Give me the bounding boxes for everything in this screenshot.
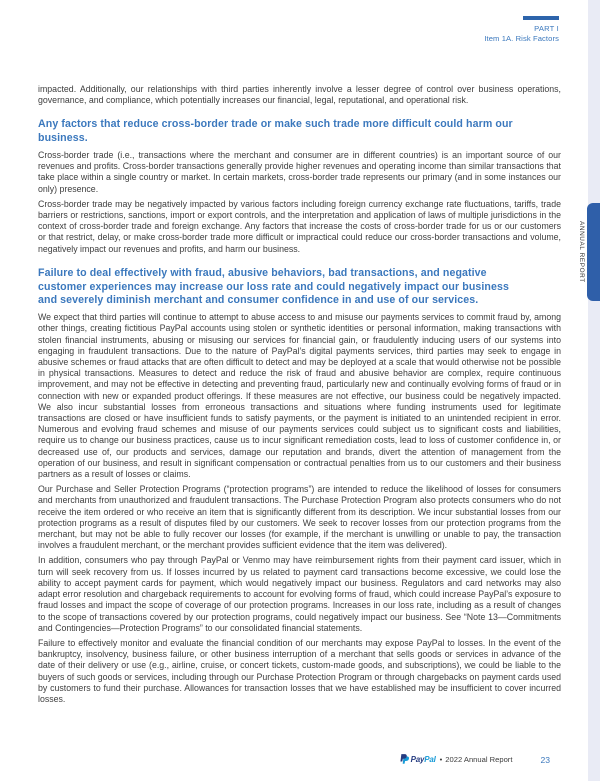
page-header [484,16,559,43]
paypal-logo [400,754,411,765]
paypal-logo-icon [400,754,409,765]
annual-report-tab-label: ANNUAL REPORT [578,221,585,283]
paragraph-intro: impacted. Additionally, our relationships with third parties inherently involve a lesser degree of control over business operations, governance, and compliance, which potentially increases our financial, legal, reputational, and operational risk. [38,84,561,106]
document-body [38,84,561,705]
risk-heading-fraud: Failure to deal effectively with fraud, abusive behaviors, bad transactions, and negative customer experiences may increase our loss rate and could negatively impact our business and severely diminish merchant and consumer confidence in and use of our services. [38,266,509,307]
paypal-wordmark [411,755,436,764]
header-part-label: PART I [534,24,559,33]
footer-report-title: 2022 Annual Report [445,755,513,764]
annual-report-tab[interactable] [587,203,600,301]
risk-heading-cross-border: Any factors that reduce cross-border trade or make such trade more difficult could harm our business. [38,118,513,145]
footer-bullet-separator: • [439,755,443,764]
header-accent-bar [523,16,559,20]
page-edge-strip [588,0,600,781]
header-item-label: Item 1A. Risk Factors [484,33,559,43]
paragraph-cross-border-1: Cross-border trade (i.e., transactions where the merchant and consumer are in different countries) is an important source of our revenues and profits. Cross-border transactions generally provide higher revenues and operating income than similar transactions that take place within a single country or market. In certain markets, cross-border trade represents our primary (and in some instances our only) presence. [38,150,561,194]
page-footer [400,754,550,765]
paragraph-merchant-monitoring: Failure to effectively monitor and evaluate the financial condition of our merchants may expose PayPal to losses. In the event of the bankruptcy, insolvency, business failure, or other business interruption of a merchant that sells goods or services in advance of the date of their delivery or use (e.g., airline, cruise, or concert tickets, custom-made goods, and subscriptions), we could be liable to the buyers of such goods or services, including through our Purchase Protection Program or through chargebacks on payment cards used by customers to fund their purchase. Allowances for transaction losses that we have established may be insufficient to cover incurred losses. [38,637,561,704]
page-number: 23 [540,754,550,765]
paypal-wordmark-pay: Pay [410,755,425,764]
paragraph-card-reimbursement: In addition, consumers who pay through PayPal or Venmo may have reimbursement rights from their payment card issuer, which in turn will seek recovery from us. If losses incurred by us related to payment card transactions become excessive, we could lose the ability to accept payment cards for payment, which would negatively impact our business. Regulators and card networks may also adapt error resolution and chargeback requirements to account for evolving forms of fraud, which could increase PayPal’s exposure to fraud losses and impact the scope of coverage of our protection programs. Increases in our loss rate, including as a result of changes to the scope of transactions covered by our protection programs, could negatively impact our business. See “Note 13—Commitments and Contingencies—Protection Programs” to our consolidated financial statements. [38,555,561,633]
paragraph-cross-border-2: Cross-border trade may be negatively impacted by various factors including foreign currency exchange rate fluctuations, tariffs, trade barriers or restrictions, sanctions, import or export controls, and the interpretation and application of laws of multiple jurisdictions in the context of cross-border trade and foreign exchange. Any factors that increase the costs of cross-border trade for us or our customers or that restrict, delay, or make cross-border trade more difficult or impractical could reduce our cross-border transactions and volume, negatively impact our revenues and profits, and harm our business. [38,198,561,254]
paypal-wordmark-pal: Pal [424,755,436,764]
paragraph-fraud-1: We expect that third parties will continue to attempt to abuse access to and misuse our payments services to commit fraud by, among other things, creating fictitious PayPal accounts using stolen or synthetic identities or personal information, making transactions with stolen financial instruments, abusing or misusing our services for financial gain, or fraudulently inducing users of our systems into engaging in fraudulent transactions. Due to the nature of PayPal’s digital payments services, third parties may seek to engage in abusive schemes or fraud attacks that are often difficult to detect and may be deployed at a scale that would otherwise not be possible in physical transactions. Measures to detect and reduce the risk of fraud and abusive behavior are complex, require continuous improvement, and may not be effective in detecting and preventing fraud, particularly new and continually evolving forms of fraud or in connection with new or expanded product offerings. If these measures are not effective, our business could be negatively impacted. We also incur substantial losses from erroneous transactions and situations where funding instruments used for legitimate transactions are closed or have insufficient funds to satisfy payments, or the payment is initiated to an unintended recipient in error. Numerous and evolving fraud schemes and misuse of our payments services could subject us to significant costs and liabilities, require us to change our business practices, cause us to incur significant remediation costs, lead to loss of customer confidence in, or decreased use of, our products and services, damage our reputation and brands, divert the attention of management from the operation of our business, and result in significant compensation or contractual penalties from us to our customers and their business partners as a result of losses or claims. [38,312,561,480]
paragraph-protection-programs: Our Purchase and Seller Protection Programs (“protection programs”) are intended to reduce the likelihood of losses for consumers and merchants from unauthorized and fraudulent transactions. The Purchase Protection Program also protects consumers who do not receive the item ordered or who receive an item that is significantly different from its description. We incur substantial losses from our protection programs as a result of disputes filed by our customers. We seek to recover losses from our protection programs from the merchant, but may not be able to fully recover our losses (for example, if the merchant is unwilling or unable to pay, the transaction involves a fraudulent merchant, or the merchant provides sufficient evidence that the item was delivered). [38,484,561,551]
